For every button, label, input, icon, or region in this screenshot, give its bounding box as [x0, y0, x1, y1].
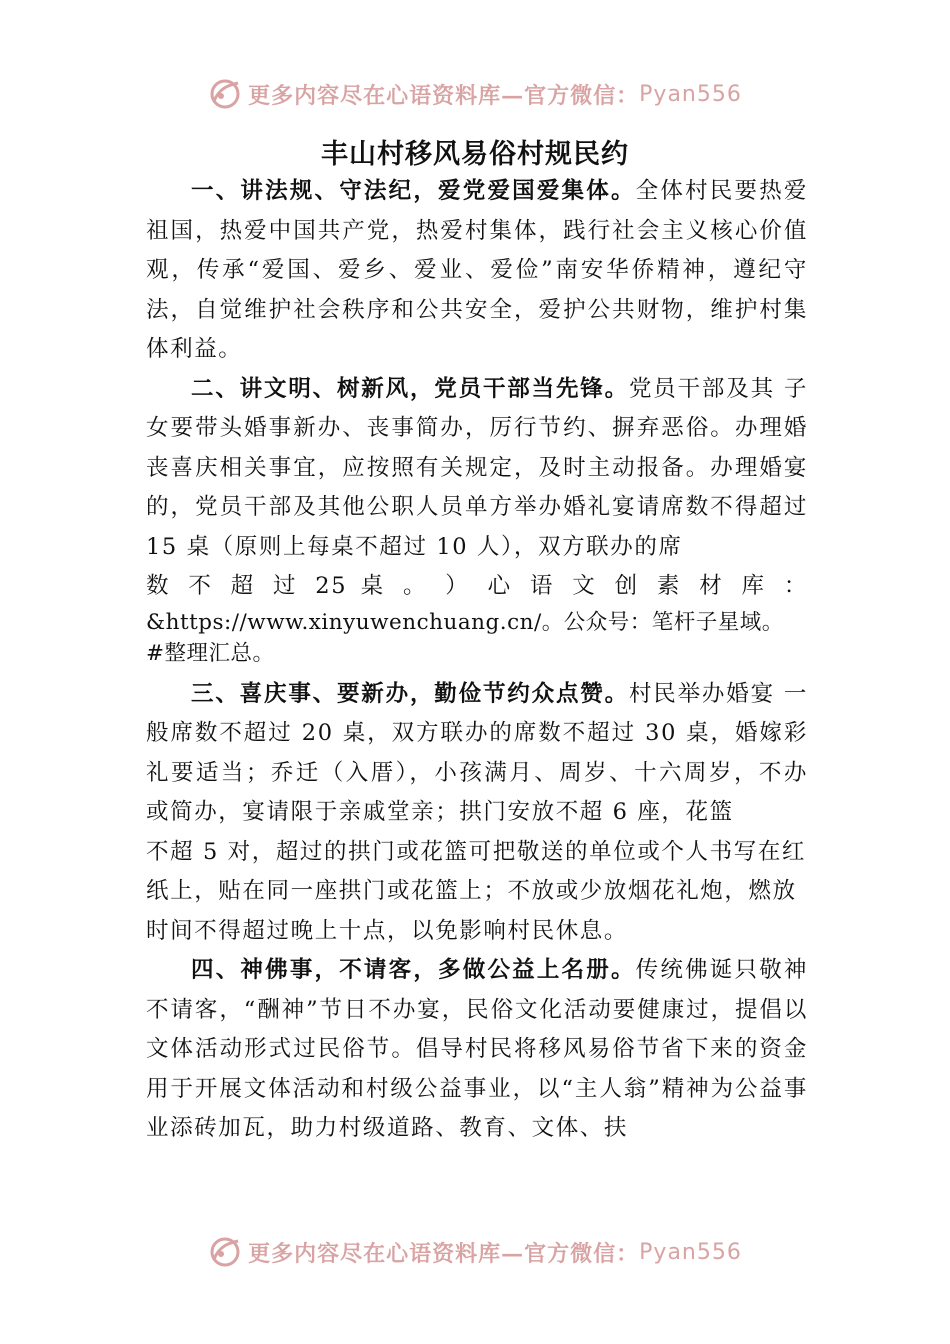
- source-url-line: &https://www.xinyuwenchuang.cn/。公众号：笔杆子星域。: [146, 609, 784, 635]
- section-1: [146, 172, 808, 370]
- section-heading: 三、喜庆事、要新办，勤俭节约众点赞。: [191, 680, 629, 707]
- section-2: [146, 370, 808, 568]
- section-4: [146, 951, 808, 1149]
- document-body: [146, 172, 808, 1149]
- section-heading: 一、讲法规、守法纪，爱党爱国爱集体。: [191, 178, 636, 204]
- source-tail-line: #整理汇总。: [146, 640, 275, 666]
- watermark-text: 更多内容尽在心语资料库—官方微信：: [248, 82, 640, 109]
- watermark-id: Pyan556: [639, 81, 742, 107]
- section-text: 村民举办婚宴 一般席数不超过 20 桌，双方联办的席数不超过 30 桌，婚嫁彩礼要适当；乔迁（入厝），小孩满月、周岁、十六周岁，不办或简办，宴请限于亲戚堂亲；拱门安放不超 6 座，花篮: [146, 680, 808, 825]
- flower-logo-icon: [208, 1235, 242, 1269]
- watermark-banner-top: [0, 74, 950, 114]
- watermark-id: Pyan556: [639, 1239, 742, 1265]
- section-text: 党员干部及其 子女要带头婚事新办、丧事简办，厉行节约、摒弃恶俗。办理婚丧喜庆相关事宜，应按照有关规定，及时主动报备。办理婚宴的，党员干部及其他公职人员单方举办婚礼宴请席数不得超过 15 桌（原则上每桌不超过 10 人），双方联办的席: [146, 375, 808, 560]
- section-text: 传统佛诞只敬神不请客，“酬神”节日不办宴，民俗文化活动要健康过，提倡以文体活动形式过民俗节。倡导村民将移风易俗节省下来的资金用于开展文体活动和村级公益事业，以“主人翁”精神为公益事业添砖加瓦，助力村级道路、教育、文体、扶: [146, 957, 808, 1141]
- section-3-continuation: 不超 5 对，超过的拱门或花篮可把敬送的单位或个人书写在红纸上，贴在同一座拱门或花篮上；不放或少放烟花礼炮，燃放时间不得超过晚上十点，以免影响村民休息。: [146, 838, 807, 944]
- document-title: 丰山村移风易俗村规民约: [321, 139, 629, 170]
- watermark-text: 更多内容尽在心语资料库—官方微信：: [248, 1240, 640, 1267]
- section-3: [146, 675, 808, 833]
- watermark-banner-bottom: [0, 1232, 950, 1272]
- section-2-wide-line: 数 不 超 过 25 桌 。 ） 心 语 文 创 素 材 库 ：: [146, 573, 808, 599]
- section-text: 全体村民要热爱祖国，热爱中国共产党，热爱村集体，践行社会主义核心价值观，传承“爱国、爱乡、爱业、爱俭”南安华侨精神，遵纪守法，自觉维护社会秩序和公共安全，爱护公共财物，维护村集体利益。: [146, 178, 808, 362]
- section-heading: 二、讲文明、树新风，党员干部当先锋。: [191, 375, 629, 402]
- section-heading: 四、神佛事，不请客，多做公益上名册。: [191, 957, 636, 983]
- flower-logo-icon: [208, 77, 242, 111]
